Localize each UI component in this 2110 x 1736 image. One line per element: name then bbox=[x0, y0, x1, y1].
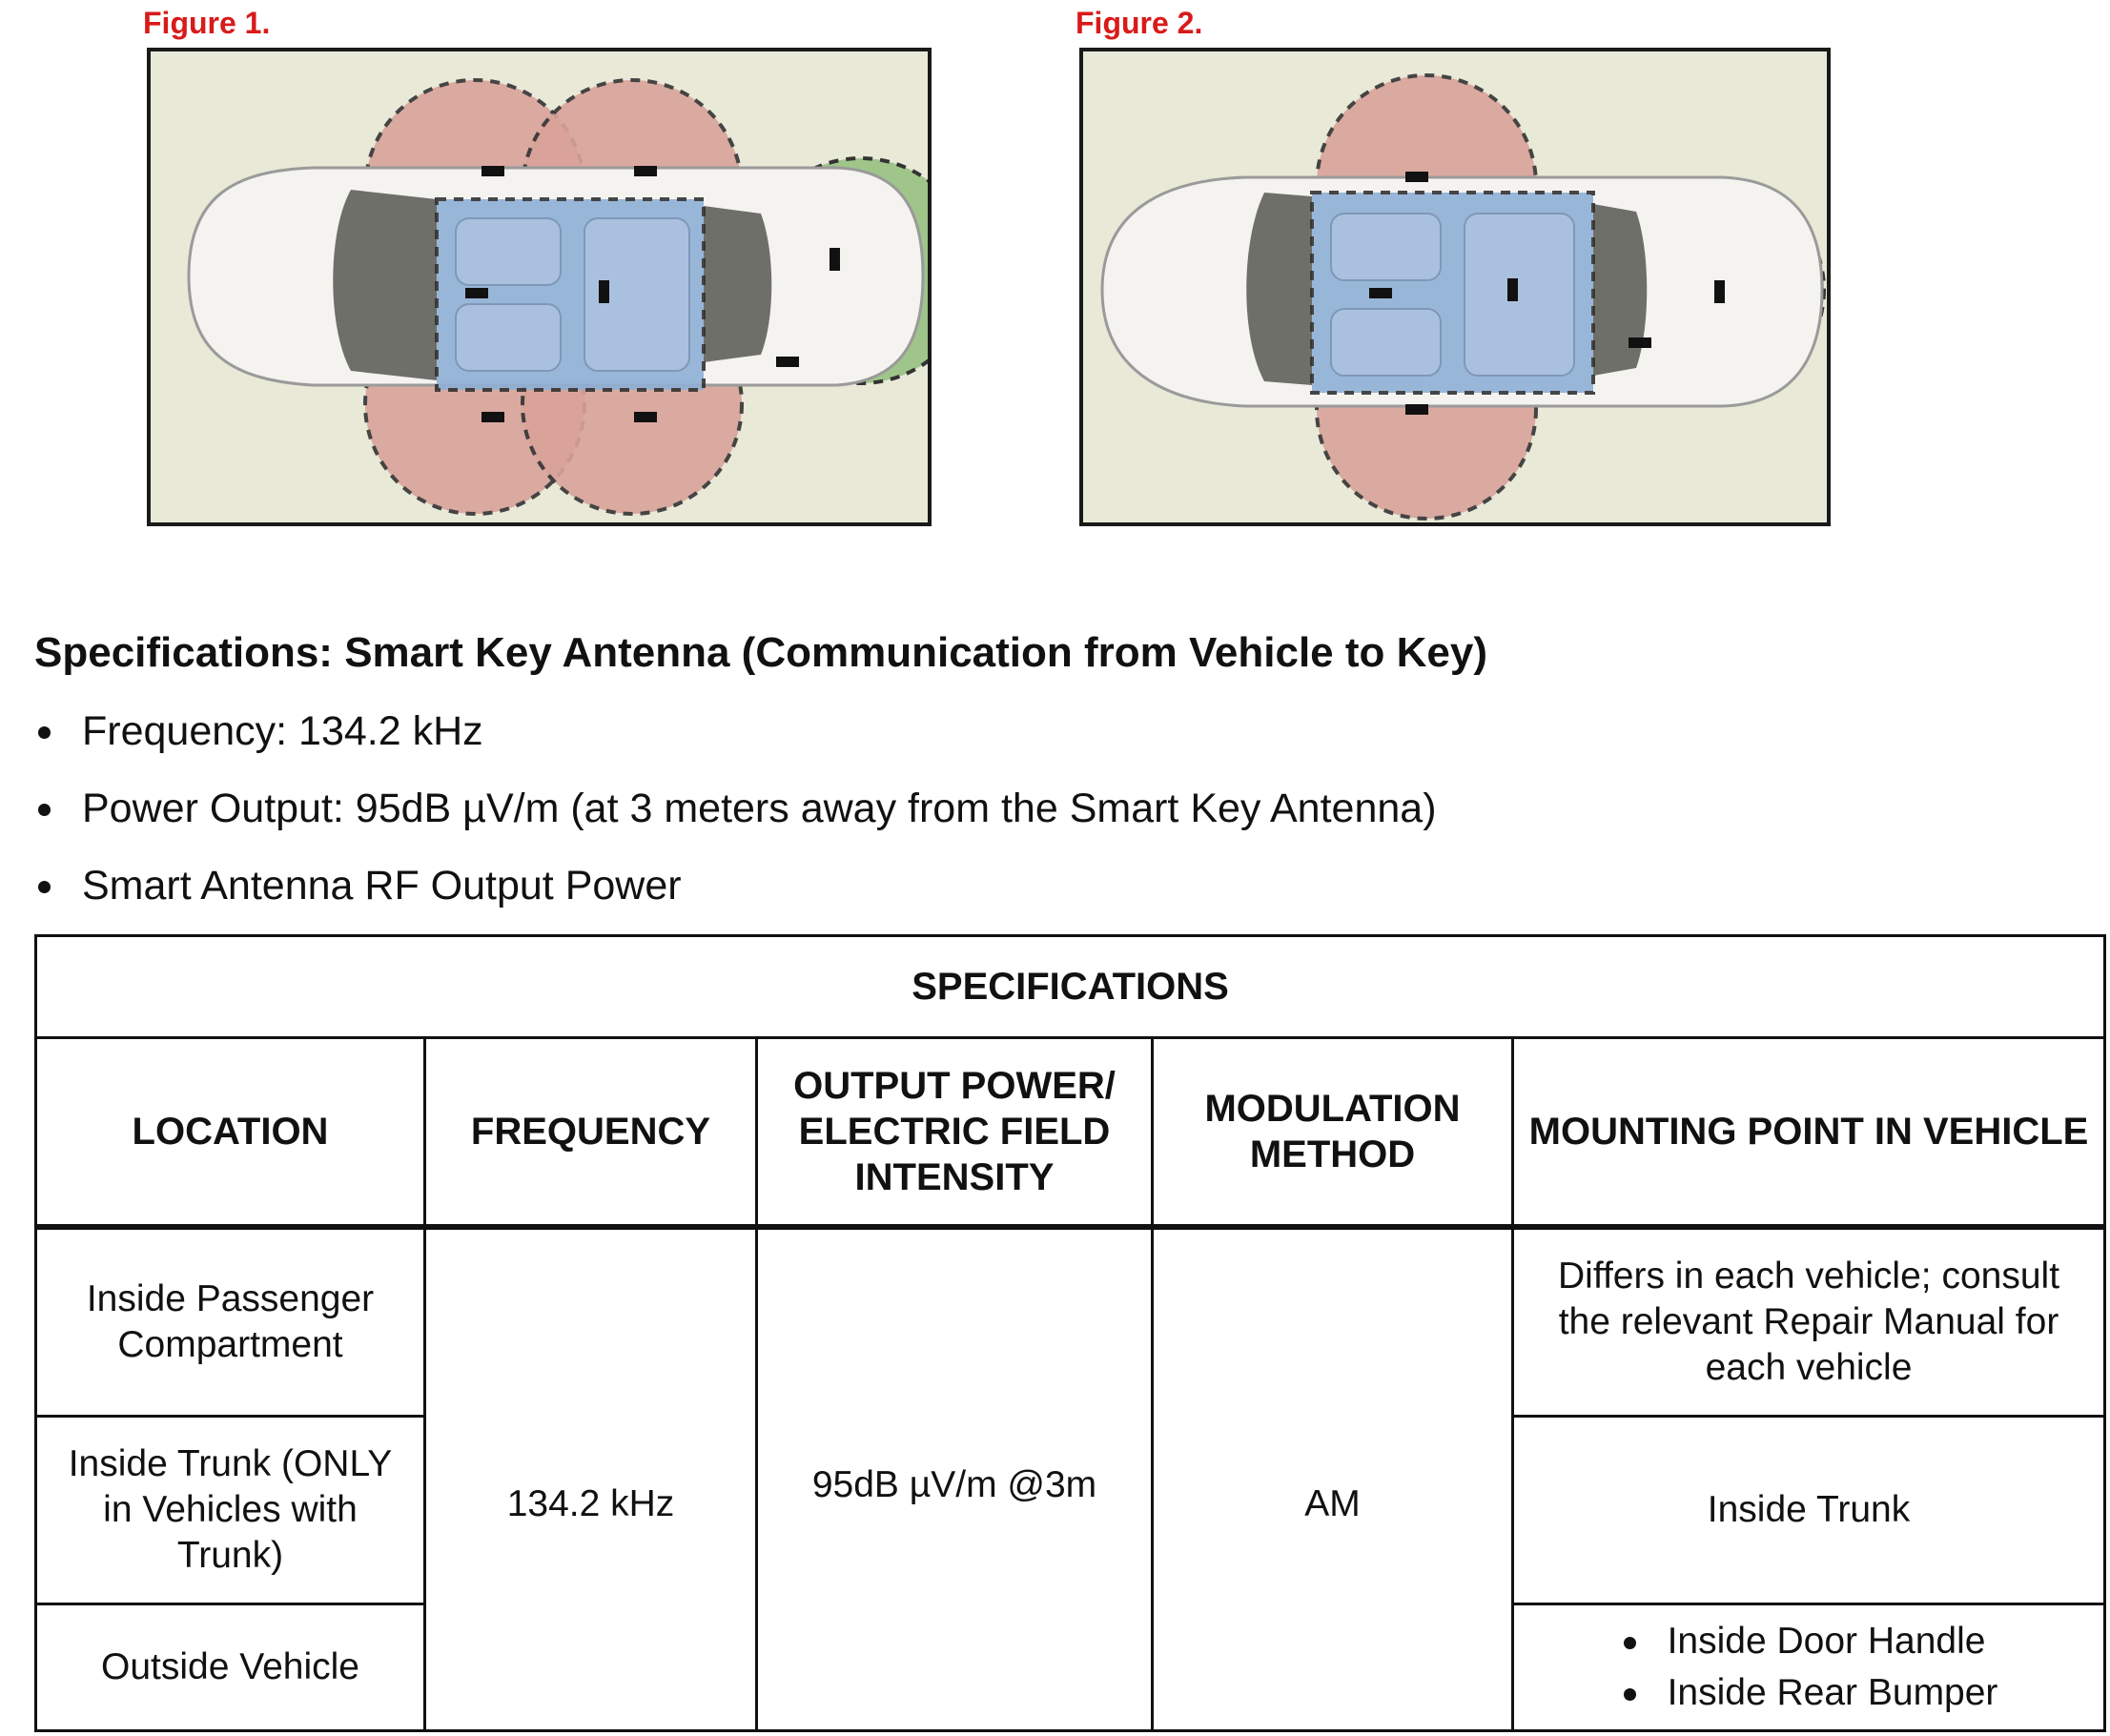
antenna-marker bbox=[599, 280, 609, 303]
antenna-marker bbox=[1714, 280, 1725, 303]
antenna-marker bbox=[634, 166, 657, 176]
cell-mounting-outside bbox=[1513, 1604, 2105, 1731]
list-item: Inside Rear Bumper bbox=[1620, 1667, 1998, 1719]
antenna-marker bbox=[481, 412, 504, 422]
rear-window bbox=[704, 206, 771, 362]
mounting-list bbox=[1620, 1616, 1998, 1719]
header-mounting: MOUNTING POINT IN VEHICLE bbox=[1513, 1038, 2105, 1228]
rear-window bbox=[1593, 204, 1647, 376]
antenna-marker bbox=[634, 412, 657, 422]
figure-2-diagram bbox=[1079, 48, 1831, 526]
spec-heading: Specifications: Smart Key Antenna (Communication from Vehicle to Key) bbox=[34, 629, 1487, 676]
header-modulation: MODULATION METHOD bbox=[1153, 1038, 1513, 1228]
bullet-frequency: Frequency: 134.2 kHz bbox=[34, 705, 1437, 783]
figure-1-label: Figure 1. bbox=[143, 6, 271, 40]
cell-location-passenger: Inside Passenger Compartment bbox=[36, 1227, 425, 1417]
cell-modulation: AM bbox=[1153, 1227, 1513, 1731]
header-frequency: FREQUENCY bbox=[425, 1038, 757, 1228]
bullet-power-output: Power Output: 95dB µV/m (at 3 meters away from the Smart Key Antenna) bbox=[34, 783, 1437, 860]
antenna-marker bbox=[1507, 278, 1518, 301]
cell-mounting-trunk: Inside Trunk bbox=[1513, 1417, 2105, 1604]
figure-1-car-antenna-zones bbox=[151, 51, 928, 522]
antenna-marker bbox=[1369, 288, 1392, 298]
header-location: LOCATION bbox=[36, 1038, 425, 1228]
figure-2-label: Figure 2. bbox=[1075, 6, 1203, 40]
antenna-marker bbox=[1405, 404, 1428, 415]
figure-1-diagram bbox=[147, 48, 932, 526]
windshield bbox=[1246, 193, 1312, 385]
antenna-marker bbox=[1629, 337, 1651, 348]
header-output-power: OUTPUT POWER/ ELECTRIC FIELD INTENSITY bbox=[757, 1038, 1153, 1228]
cell-frequency: 134.2 kHz bbox=[425, 1227, 757, 1731]
antenna-marker bbox=[1405, 172, 1428, 182]
specifications-table bbox=[34, 934, 2106, 1732]
table-title: SPECIFICATIONS bbox=[36, 936, 2105, 1038]
antenna-marker bbox=[830, 248, 840, 271]
antenna-marker bbox=[776, 357, 799, 367]
list-item: Inside Door Handle bbox=[1620, 1616, 1998, 1667]
cell-location-trunk: Inside Trunk (ONLY in Vehicles with Trunk) bbox=[36, 1417, 425, 1604]
cell-output-power: 95dB µV/m @3m bbox=[757, 1227, 1153, 1731]
antenna-marker bbox=[481, 166, 504, 176]
figure-2-car-antenna-zones bbox=[1083, 51, 1827, 522]
cell-mounting-passenger: Differs in each vehicle; consult the relevant Repair Manual for each vehicle bbox=[1513, 1227, 2105, 1417]
windshield bbox=[333, 190, 437, 380]
spec-bullet-list bbox=[34, 705, 1437, 937]
antenna-marker bbox=[465, 288, 488, 298]
cell-location-outside: Outside Vehicle bbox=[36, 1604, 425, 1731]
bullet-rf-output: Smart Antenna RF Output Power bbox=[34, 860, 1437, 937]
